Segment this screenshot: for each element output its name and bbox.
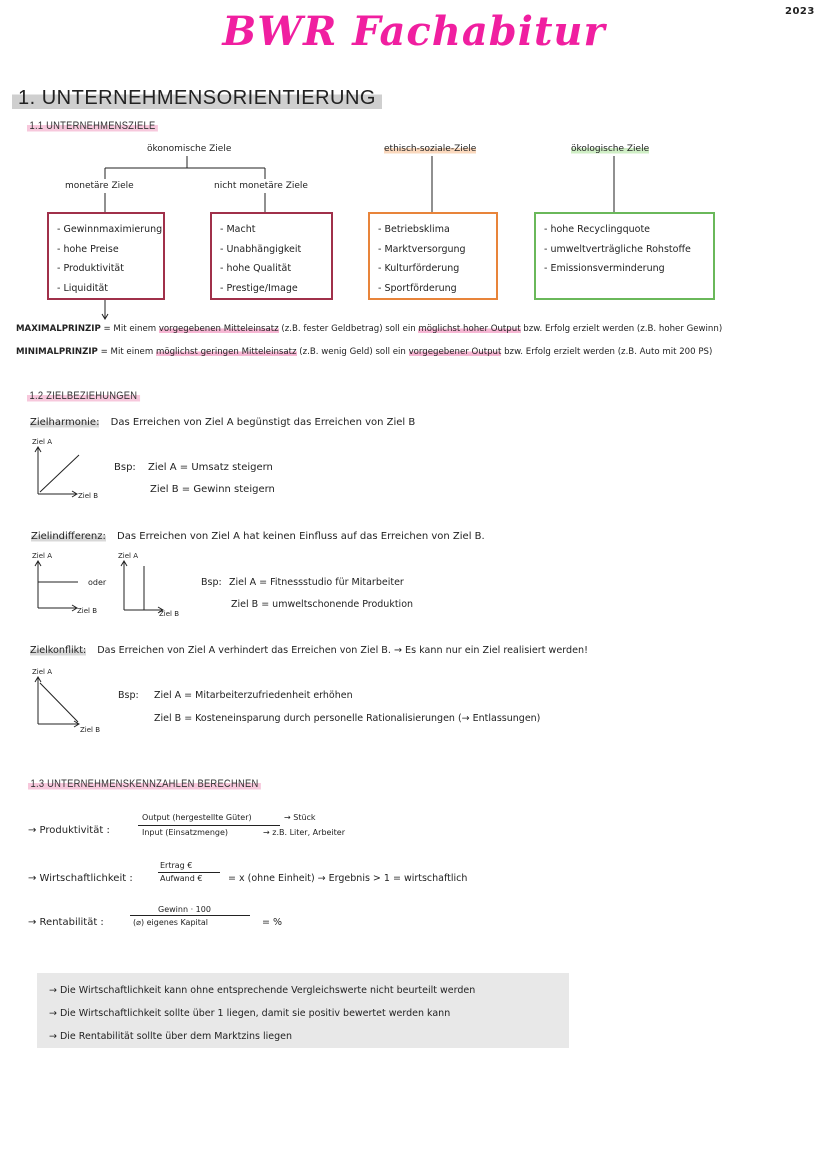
axis-label-a: Ziel A	[32, 668, 53, 676]
text: (z.B. wenig Geld) soll ein	[296, 347, 409, 357]
konflikt-example-2: Ziel B = Kosteneinsparung durch personelle Rationalisierungen (→ Entlassungen)	[154, 713, 541, 724]
wirtschaftlichkeit-label: → Wirtschaftlichkeit :	[28, 873, 133, 884]
indifferenz-example-2: Ziel B = umweltschonende Produktion	[231, 599, 414, 610]
fraction-line	[158, 872, 220, 873]
subsection-heading-1-2: 1.2 ZIELBEZIEHUNGEN	[27, 390, 140, 402]
maximalprinzip-label: MAXIMALPRINZIP	[16, 324, 101, 334]
indifferenz-bsp: Bsp:	[201, 577, 222, 588]
highlight: möglichst hoher Output	[418, 324, 521, 334]
text: (z.B. fester Geldbetrag) soll ein	[278, 324, 419, 334]
produktivitaet-numerator: Output (hergestellte Güter)	[142, 813, 252, 822]
list-item: - hohe Recyclingquote	[544, 220, 705, 240]
summary-box	[37, 973, 569, 1048]
axis-label-b: Ziel B	[77, 607, 98, 615]
zielindifferenz-desc: Das Erreichen von Ziel A hat keinen Einfluss auf das Erreichen von Ziel B.	[117, 531, 485, 542]
text: bzw. Erfolg erzielt werden (z.B. hoher Gewinn)	[520, 324, 723, 334]
label-ethisch-soziale-ziele: ethisch-soziale-Ziele	[384, 144, 477, 154]
axis-label-b: Ziel B	[80, 726, 101, 734]
list-item: - hohe Qualität	[220, 259, 323, 279]
list-item: - Prestige/Image	[220, 279, 323, 299]
section-heading: 1. UNTERNEHMENSORIENTIERUNG	[12, 86, 382, 111]
text: = Mit einem	[97, 347, 156, 357]
list-item: - Produktivität	[57, 259, 155, 279]
list-item: - Betriebsklima	[378, 220, 488, 240]
zielkonflikt-desc: Das Erreichen von Ziel A verhindert das Erreichen von Ziel B. → Es kann nur ein Ziel realisiert werden!	[97, 645, 588, 656]
subsection-heading-1-1: 1.1 UNTERNEHMENSZIELE	[27, 120, 158, 132]
indifferenz-example-1: Ziel A = Fitnessstudio für Mitarbeiter	[229, 577, 404, 588]
konflikt-example-1: Ziel A = Mitarbeiterzufriedenheit erhöhen	[154, 690, 353, 701]
axis-label-a: Ziel A	[32, 552, 53, 560]
rentabilitaet-numerator: Gewinn · 100	[158, 905, 211, 914]
label-oekonomische-ziele: ökonomische Ziele	[147, 144, 232, 154]
text: bzw. Erfolg erzielt werden (z.B. Auto mit 200 PS)	[501, 347, 713, 357]
produktivitaet-label: → Produktivität :	[28, 825, 110, 836]
list-item: - Macht	[220, 220, 323, 240]
zielharmonie-desc: Das Erreichen von Ziel A begünstigt das Erreichen von Ziel B	[110, 417, 416, 428]
text: = Mit einem	[100, 324, 159, 334]
term-zielindifferenz: Zielindifferenz:	[31, 531, 106, 542]
list-item: - Liquidität	[57, 279, 155, 299]
summary-item: → Die Wirtschaftlichkeit kann ohne entsprechende Vergleichswerte nicht beurteilt werden	[49, 985, 476, 996]
list-item: - umweltverträgliche Rohstoffe	[544, 240, 705, 260]
list-item: - Kulturförderung	[378, 259, 488, 279]
wirtschaftlichkeit-result: = x (ohne Einheit) → Ergebnis > 1 = wirtschaftlich	[228, 873, 468, 884]
axis-label-a: Ziel A	[32, 438, 53, 446]
konflikt-bsp: Bsp:	[118, 690, 139, 701]
rentabilitaet-label: → Rentabilität :	[28, 917, 104, 928]
list-item: - Gewinnmaximierung	[57, 220, 155, 240]
produktivitaet-den-suffix: → z.B. Liter, Arbeiter	[263, 828, 346, 837]
produktivitaet-num-suffix: → Stück	[284, 813, 316, 822]
list-item: - Sportförderung	[378, 279, 488, 299]
label-monetaere-ziele: monetäre Ziele	[65, 181, 134, 191]
axis-label-b: Ziel B	[78, 492, 99, 500]
label-oekologische-ziele: ökologische Ziele	[571, 144, 650, 154]
label-nicht-monetaere-ziele: nicht monetäre Ziele	[214, 181, 308, 191]
wirtschaftlichkeit-denominator: Aufwand €	[160, 874, 203, 883]
year-label: 2023	[785, 6, 815, 17]
summary-item: → Die Rentabilität sollte über dem Marktzins liegen	[49, 1031, 293, 1042]
highlight: möglichst geringen Mitteleinsatz	[155, 347, 297, 357]
subsection-heading-1-3: 1.3 UNTERNEHMENSKENNZAHLEN BERECHNEN	[28, 778, 261, 790]
rentabilitaet-result: = %	[262, 917, 283, 928]
term-zielkonflikt: Zielkonflikt:	[30, 645, 87, 656]
axis-label-b: Ziel B	[159, 610, 180, 618]
harmonie-bsp: Bsp:	[114, 462, 136, 473]
summary-item: → Die Wirtschaftlichkeit sollte über 1 liegen, damit sie positiv bewertet werden kann	[49, 1008, 451, 1019]
produktivitaet-denominator: Input (Einsatzmenge)	[142, 828, 229, 837]
list-item: - Emissionsverminderung	[544, 259, 705, 279]
minimalprinzip-label: MINIMALPRINZIP	[16, 347, 98, 357]
term-zielharmonie: Zielharmonie:	[30, 417, 100, 428]
list-item: - hohe Preise	[57, 240, 155, 260]
fraction-line	[138, 825, 280, 826]
oder-label: oder	[88, 578, 107, 587]
highlight: vorgegebenen Mitteleinsatz	[158, 324, 279, 334]
fraction-line	[130, 915, 250, 916]
page-title: BWR Fachabitur	[222, 8, 606, 55]
axis-label-a: Ziel A	[118, 552, 139, 560]
rentabilitaet-denominator: (⌀) eigenes Kapital	[133, 918, 209, 927]
harmonie-example-2: Ziel B = Gewinn steigern	[150, 484, 275, 495]
wirtschaftlichkeit-numerator: Ertrag €	[160, 861, 193, 870]
list-item: - Unabhängigkeit	[220, 240, 323, 260]
highlight: vorgegebener Output	[408, 347, 502, 357]
harmonie-example-1: Ziel A = Umsatz steigern	[148, 462, 273, 473]
list-item: - Marktversorgung	[378, 240, 488, 260]
